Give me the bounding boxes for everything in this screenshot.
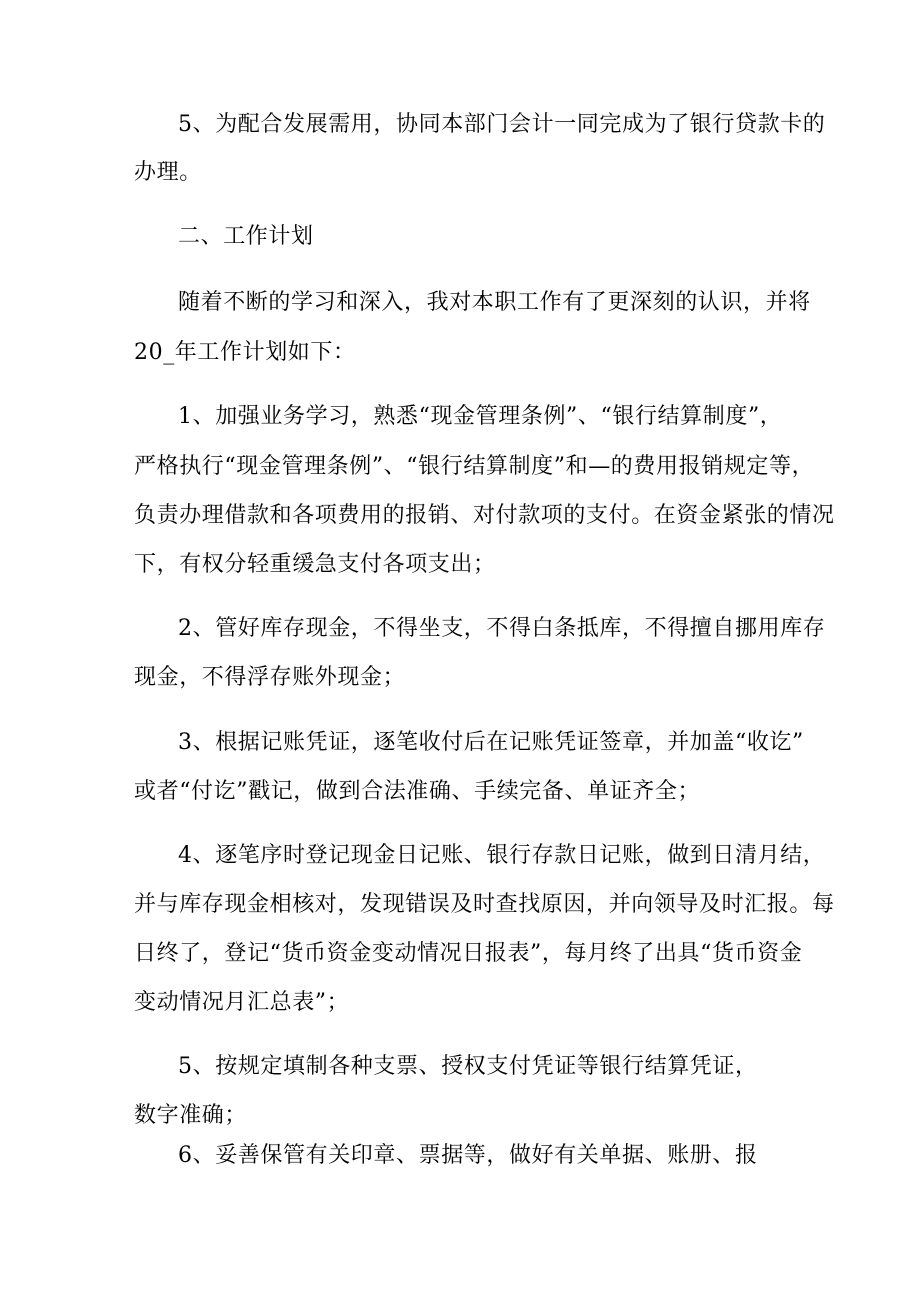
paragraph-line: 4、逐笔序时登记现金日记账、银行存款日记账，做到日清月结， xyxy=(178,843,826,868)
paragraph-line: 5、按规定填制各种支票、授权支付凭证等银行结算凭证， xyxy=(178,1054,758,1079)
paragraph-line: 2、管好库存现金，不得坐支，不得白条抵库，不得擅自挪用库存 xyxy=(178,616,826,641)
paragraph-line: 6、妥善保管有关印章、票据等，做好有关单据、账册、报 xyxy=(178,1143,758,1168)
paragraph-line: 20_年工作计划如下： xyxy=(134,340,356,365)
paragraph-line: 并与库存现金相核对，发现错误及时查找原因，并向领导及时汇报。每 xyxy=(134,892,835,917)
paragraph-line: 1、加强业务学习，熟悉“现金管理条例”、“银行结算制度”， xyxy=(178,404,783,429)
paragraph-line: 办理。 xyxy=(134,160,202,185)
paragraph-line: 或者“付讫”戳记，做到合法准确、手续完备、单证齐全； xyxy=(134,779,701,804)
paragraph-line: 现金，不得浮存账外现金； xyxy=(134,665,406,690)
paragraph-line: 负责办理借款和各项费用的报销、对付款项的支付。在资金紧张的情况 xyxy=(134,503,835,528)
paragraph-line: 3、根据记账凭证，逐笔收付后在记账凭证签章，并加盖“收讫” xyxy=(178,730,804,755)
paragraph-line: 5、为配合发展需用，协同本部门会计一同完成为了银行贷款卡的 xyxy=(178,112,826,137)
section-heading: 二、工作计划 xyxy=(178,224,314,249)
paragraph-line: 变动情况月汇总表”； xyxy=(134,990,350,1015)
paragraph-line: 下，有权分轻重缓急支付各项支出； xyxy=(134,552,496,577)
paragraph-line: 日终了，登记“货币资金变动情况日报表”，每月终了出具“货币资金 xyxy=(134,941,803,966)
paragraph-line: 随着不断的学习和深入，我对本职工作有了更深刻的认识，并将 xyxy=(178,290,811,315)
paragraph-line: 严格执行“现金管理条例”、“银行结算制度”和—的费用报销规定等， xyxy=(134,454,815,479)
paragraph-line: 数字准确； xyxy=(134,1103,248,1128)
